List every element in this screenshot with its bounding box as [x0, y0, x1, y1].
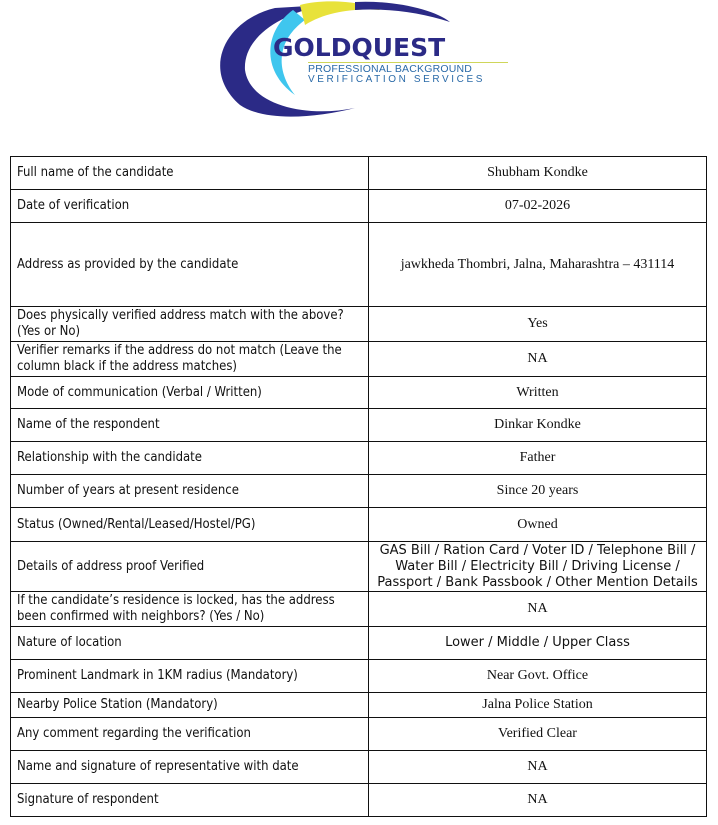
table-row	[11, 307, 707, 342]
table-row	[11, 508, 707, 542]
row-label: Mode of communication (Verbal / Written)	[11, 377, 369, 409]
logo-brand: GOLDQUEST	[273, 33, 446, 62]
row-label: Number of years at present residence	[11, 475, 369, 508]
row-label: Prominent Landmark in 1KM radius (Mandatory)	[11, 660, 369, 693]
row-label: Any comment regarding the verification	[11, 718, 369, 751]
row-value: GAS Bill / Ration Card / Voter ID / Telephone Bill / Water Bill / Electricity Bill / Driving License / Passport / Bank Passbook / Other Mention Details	[369, 542, 707, 592]
row-label: Name and signature of representative with date	[11, 751, 369, 784]
row-value: Jalna Police Station	[369, 693, 707, 718]
row-label: Full name of the candidate	[11, 157, 369, 190]
row-value: Since 20 years	[369, 475, 707, 508]
table-row	[11, 693, 707, 718]
row-value: jawkheda Thombri, Jalna, Maharashtra – 431114	[369, 223, 707, 307]
table-row	[11, 409, 707, 442]
logo-tagline-1: PROFESSIONAL BACKGROUND	[308, 63, 473, 75]
table-row	[11, 377, 707, 409]
row-label: Does physically verified address match with the above? (Yes or No)	[11, 307, 369, 342]
verification-table	[10, 156, 707, 817]
row-label: Nearby Police Station (Mandatory)	[11, 693, 369, 718]
table-row	[11, 627, 707, 660]
row-value: NA	[369, 751, 707, 784]
row-value: Lower / Middle / Upper Class	[369, 627, 707, 660]
row-label: Details of address proof Verified	[11, 542, 369, 592]
row-value: Dinkar Kondke	[369, 409, 707, 442]
row-label: Signature of respondent	[11, 784, 369, 817]
logo-tagline-2: VERIFICATION SERVICES	[308, 74, 486, 85]
row-value: Owned	[369, 508, 707, 542]
row-value: Yes	[369, 307, 707, 342]
table-row	[11, 718, 707, 751]
goldquest-logo	[205, 0, 515, 125]
row-value: Near Govt. Office	[369, 660, 707, 693]
row-value: 07-02-2026	[369, 190, 707, 223]
table-row	[11, 190, 707, 223]
table-row	[11, 223, 707, 307]
row-value: Father	[369, 442, 707, 475]
row-value: NA	[369, 342, 707, 377]
row-value: Shubham Kondke	[369, 157, 707, 190]
row-label: Nature of location	[11, 627, 369, 660]
table-row	[11, 157, 707, 190]
row-value: Verified Clear	[369, 718, 707, 751]
table-row	[11, 542, 707, 592]
row-label: Relationship with the candidate	[11, 442, 369, 475]
row-value: NA	[369, 592, 707, 627]
row-label: Status (Owned/Rental/Leased/Hostel/PG)	[11, 508, 369, 542]
table-row	[11, 784, 707, 817]
table-row	[11, 342, 707, 377]
table-row	[11, 475, 707, 508]
table-row	[11, 592, 707, 627]
row-label: Name of the respondent	[11, 409, 369, 442]
row-label: If the candidate’s residence is locked, has the address been confirmed with neighbors? (Yes / No)	[11, 592, 369, 627]
row-label: Verifier remarks if the address do not match (Leave the column black if the address matches)	[11, 342, 369, 377]
row-value: Written	[369, 377, 707, 409]
row-label: Date of verification	[11, 190, 369, 223]
table-row	[11, 442, 707, 475]
row-value: NA	[369, 784, 707, 817]
table-row	[11, 660, 707, 693]
row-label: Address as provided by the candidate	[11, 223, 369, 307]
table-row	[11, 751, 707, 784]
